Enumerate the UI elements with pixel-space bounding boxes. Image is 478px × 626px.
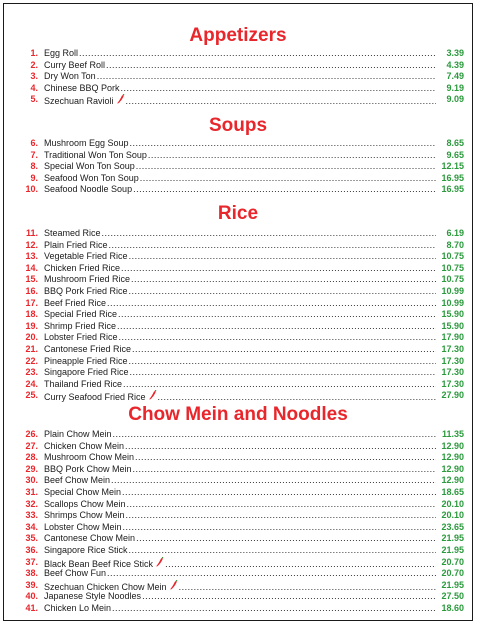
item-price: 15.90 [441,309,464,320]
item-price: 17.90 [441,332,464,343]
menu-item-row [4,557,472,569]
menu-item-row [4,545,472,557]
item-price: 12.90 [441,475,464,486]
dot-leader [107,568,436,580]
item-number: 8. [30,161,38,172]
item-number: 24. [25,378,38,389]
dot-leader [97,71,436,83]
item-name: Special Chow Mein [44,486,122,497]
dot-leader [135,452,436,464]
chili-pepper-icon [117,94,125,104]
dot-leader [133,184,436,196]
dot-leader [112,603,436,615]
item-price: 9.09 [446,94,464,105]
menu-item-row [4,429,472,441]
item-name: Plain Fried Rice [44,239,108,250]
item-name: Beef Fried Rice [44,297,107,308]
item-number: 37. [25,556,38,567]
dot-leader [123,379,436,391]
dot-leader [140,173,436,185]
item-price: 16.95 [441,172,464,183]
dot-leader [122,487,436,499]
item-name: BBQ Pork Fried Rice [44,285,128,296]
item-price: 23.65 [441,521,464,532]
item-price: 9.19 [446,82,464,93]
item-name: Dry Won Ton [44,71,96,82]
item-number: 20. [25,332,38,343]
chili-pepper-icon [156,557,164,567]
menu-item-row [4,263,472,275]
item-price: 20.10 [441,498,464,509]
dot-leader [165,559,436,569]
dot-leader [129,545,436,557]
item-price: 9.65 [446,149,464,160]
item-price: 12.90 [441,440,464,451]
item-name: Traditional Won Ton Soup [44,149,147,160]
dot-leader [133,464,436,476]
item-number: 30. [25,475,38,486]
item-name: Beef Chow Mein [44,475,111,486]
dot-leader [125,441,436,453]
item-number: 11. [25,228,38,238]
item-name: Lobster Chow Mein [44,521,122,532]
item-price: 11.35 [441,429,464,439]
item-name: Special Fried Rice [44,309,118,320]
section-title-chow-mein-and-noodles: Chow Mein and Noodles [128,404,348,425]
item-price: 17.30 [441,378,464,389]
item-number: 12. [25,239,38,250]
item-number: 27. [25,440,38,451]
dot-leader [129,251,436,263]
menu-item-row [4,71,472,83]
item-price: 12.90 [441,452,464,463]
item-price: 27.90 [441,390,464,401]
item-name: Thailand Fried Rice [44,378,123,389]
item-number: 40. [25,591,38,602]
menu-item-row [4,60,472,72]
item-price: 21.95 [441,579,464,590]
menu-item-row [4,379,472,391]
dot-leader [106,60,436,72]
chili-pepper-icon [149,390,157,400]
item-number: 31. [25,486,38,497]
item-number: 32. [25,498,38,509]
item-number: 6. [30,138,38,148]
menu-item-row [4,251,472,263]
item-price: 27.50 [441,591,464,602]
item-name: Special Won Ton Soup [44,161,135,172]
item-name: Szechuan Ravioli [44,96,114,106]
dot-leader [142,591,436,603]
menu-item-row [4,274,472,286]
item-number: 35. [25,533,38,544]
item-name: Curry Beef Roll [44,59,106,70]
section-title-soups: Soups [208,115,268,136]
menu-item-row [4,499,472,511]
item-price: 21.95 [441,544,464,555]
section-title-appetizers: Appetizers [189,25,287,46]
item-number: 1. [30,48,38,58]
item-name: Mushroom Fried Rice [44,274,131,285]
menu-item-row [4,138,472,150]
item-name: Egg Roll [44,48,79,58]
item-name: Szechuan Chicken Chow Mein [44,581,167,592]
menu-item-row [4,522,472,534]
item-number: 2. [30,59,38,70]
dot-leader [127,499,436,511]
menu-item-row [4,603,472,615]
item-name: Shrimps Chow Mein [44,510,125,521]
item-price: 10.75 [441,274,464,285]
dot-leader [126,510,436,522]
item-price: 20.10 [441,510,464,521]
dot-leader [118,309,436,321]
item-price: 8.70 [446,239,464,250]
item-name: Beef Chow Fun [44,568,107,579]
item-price: 3.39 [446,48,464,58]
item-price: 15.90 [441,320,464,331]
dot-leader [107,298,436,310]
item-name: Plain Chow Mein [44,429,112,439]
item-price: 10.75 [441,251,464,262]
dot-leader [109,240,436,252]
item-name: Chicken Chow Mein [44,440,125,451]
menu-item-row [4,533,472,545]
menu-item-row [4,150,472,162]
item-name: Scallops Chow Mein [44,498,126,509]
item-price: 12.15 [441,161,464,172]
menu-item-row [4,475,472,487]
item-price: 18.60 [441,602,464,613]
item-price: 10.99 [441,297,464,308]
item-price: 17.30 [441,355,464,366]
item-name: Black Bean Beef Rice Stick [44,558,154,569]
menu-item-row [4,94,472,106]
menu-item-row [4,228,472,240]
dot-leader [131,274,436,286]
item-name: Pineapple Fried Rice [44,355,128,366]
menu-item-row [4,580,472,592]
item-name: Chicken Fried Rice [44,262,121,273]
item-price: 20.70 [441,556,464,567]
item-number: 36. [25,544,38,555]
menu-item-row [4,568,472,580]
menu-item-row [4,487,472,499]
item-price: 8.65 [446,138,464,148]
dot-leader [132,344,436,356]
dot-leader [130,367,436,379]
item-number: 18. [25,309,38,320]
chili-pepper-icon [170,580,178,590]
item-number: 3. [30,71,38,82]
menu-item-row [4,321,472,333]
item-number: 15. [25,274,38,285]
section-list-chow-mein-and-noodles [4,429,472,615]
item-price: 21.95 [441,533,464,544]
item-name: Japanese Style Noodles [44,591,142,602]
item-name: Singapore Fried Rice [44,367,129,378]
dot-leader [117,321,436,333]
item-name: Chinese BBQ Pork [44,82,120,93]
item-number: 21. [25,343,38,354]
menu-item-row [4,298,472,310]
item-price: 20.70 [441,568,464,579]
item-price: 12.90 [441,463,464,474]
dot-leader [79,48,436,60]
item-number: 14. [25,262,38,273]
item-number: 4. [30,82,38,93]
menu-item-row [4,441,472,453]
item-number: 26. [25,429,38,439]
item-price: 17.30 [441,367,464,378]
menu-item-row [4,356,472,368]
section-list-soups [4,138,472,196]
menu-item-row [4,161,472,173]
dot-leader [123,522,436,534]
dot-leader [148,150,436,162]
dot-leader [136,533,436,545]
dot-leader [126,96,436,106]
section-list-appetizers [4,48,472,106]
dot-leader [121,83,436,95]
dot-leader [121,263,436,275]
item-price: 4.39 [446,59,464,70]
item-name: Mushroom Egg Soup [44,138,129,148]
item-number: 25. [25,390,38,401]
item-number: 29. [25,463,38,474]
item-price: 10.75 [441,262,464,273]
item-number: 33. [25,510,38,521]
item-number: 28. [25,452,38,463]
item-number: 10. [25,184,38,195]
item-name: Seafood Noodle Soup [44,184,133,195]
dot-leader [119,332,436,344]
menu-item-row [4,332,472,344]
item-name: Vegetable Fried Rice [44,251,128,262]
item-name: BBQ Pork Chow Mein [44,463,132,474]
dot-leader [179,582,436,592]
dot-leader [136,161,436,173]
menu-item-row [4,184,472,196]
item-number: 23. [25,367,38,378]
menu-item-row [4,309,472,321]
item-price: 18.65 [441,486,464,497]
item-name: Lobster Fried Rice [44,332,118,343]
menu-item-row [4,591,472,603]
menu-item-row [4,240,472,252]
menu-item-row [4,48,472,60]
item-price: 16.95 [441,184,464,195]
item-name: Cantonese Chow Mein [44,533,136,544]
dot-leader [130,138,436,150]
item-name: Curry Seafood Fried Rice [44,392,146,402]
item-price: 17.30 [441,343,464,354]
item-price: 7.49 [446,71,464,82]
dot-leader [129,356,436,368]
menu-page [3,3,473,621]
menu-item-row [4,510,472,522]
item-number: 19. [25,320,38,331]
section-title-rice: Rice [217,203,259,224]
item-name: Steamed Rice [44,228,101,238]
dot-leader [158,392,436,402]
dot-leader [111,475,436,487]
item-number: 7. [30,149,38,160]
item-name: Cantonese Fried Rice [44,343,132,354]
item-number: 13. [25,251,38,262]
item-name: Seafood Won Ton Soup [44,172,139,183]
item-number: 5. [30,94,38,105]
menu-item-row [4,464,472,476]
menu-item-row [4,367,472,379]
dot-leader [102,228,436,240]
item-number: 41. [25,602,38,613]
menu-item-row [4,286,472,298]
item-price: 6.19 [446,228,464,238]
item-number: 17. [25,297,38,308]
item-number: 16. [25,285,38,296]
item-name: Mushroom Chow Mein [44,452,135,463]
section-list-rice [4,228,472,402]
item-name: Shrimp Fried Rice [44,320,117,331]
item-number: 34. [25,521,38,532]
menu-item-row [4,390,472,402]
menu-item-row [4,83,472,95]
menu-item-row [4,344,472,356]
item-price: 10.99 [441,285,464,296]
item-number: 9. [30,172,38,183]
menu-item-row [4,173,472,185]
item-name: Chicken Lo Mein [44,602,112,613]
item-number: 39. [25,579,38,590]
dot-leader [129,286,436,298]
dot-leader [113,429,436,441]
item-name: Singapore Rice Stick [44,544,128,555]
item-number: 22. [25,355,38,366]
menu-item-row [4,452,472,464]
item-number: 38. [25,568,38,579]
